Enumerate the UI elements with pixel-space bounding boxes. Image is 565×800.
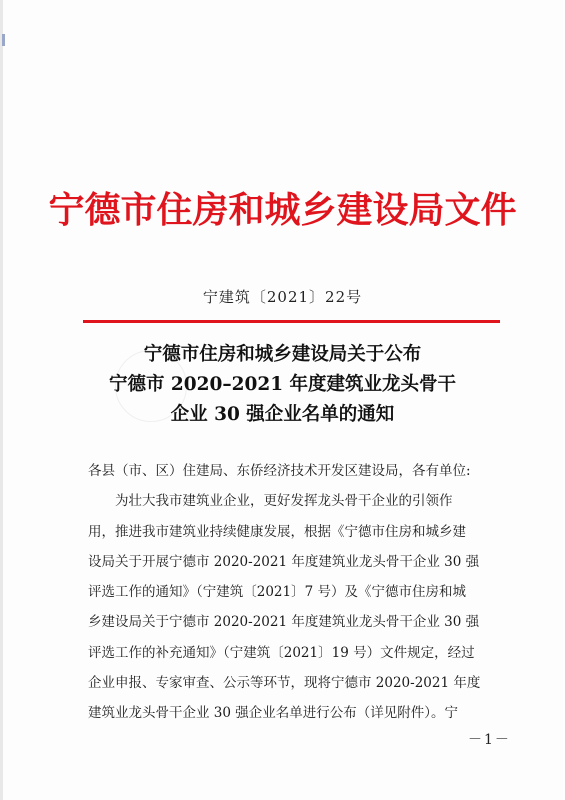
body-line: 建筑业龙头骨干企业 30 强企业名单进行公布（详见附件）。宁: [88, 705, 459, 722]
body-line: 为壮大我市建筑业企业，更好发挥龙头骨干企业的引领作: [115, 493, 453, 510]
notice-body: [88, 456, 508, 729]
body-line: 乡建设局关于宁德市 2020-2021 年度建筑业龙头骨干企业 30 强: [88, 614, 480, 631]
page-number: －1－: [468, 732, 511, 748]
body-line: 设局关于开展宁德市 2020-2021 年度建筑业龙头骨干企业 30 强: [88, 553, 480, 570]
notice-title: [0, 340, 565, 430]
edge-mark: [2, 34, 5, 46]
body-line: 企业申报、专家审查、公示等环节，现将宁德市 2020-2021 年度: [88, 675, 481, 692]
salutation: 各县（市、区）住建局、东侨经济技术开发区建设局，各有单位:: [88, 463, 471, 479]
title-line-3: 企业 30 强企业名单的通知: [170, 404, 395, 425]
letterhead-title: 宁德市住房和城乡建设局文件: [48, 189, 517, 231]
document-number: 宁建筑〔2021〕22号: [202, 288, 363, 306]
red-divider-line: [83, 320, 500, 323]
body-line: 评选工作的通知》（宁建筑〔2021〕7 号）及《宁德市住房和城: [88, 584, 466, 601]
body-line: 评选工作的补充通知》（宁建筑〔2021〕19 号）文件规定，经过: [88, 644, 475, 661]
body-line: 用，推进我市建筑业持续健康发展，根据《宁德市住房和城乡建: [88, 523, 466, 540]
title-line-2: 宁德市 2020–2021 年度建筑业龙头骨干: [108, 374, 457, 395]
title-line-1: 宁德市住房和城乡建设局关于公布: [143, 344, 422, 365]
